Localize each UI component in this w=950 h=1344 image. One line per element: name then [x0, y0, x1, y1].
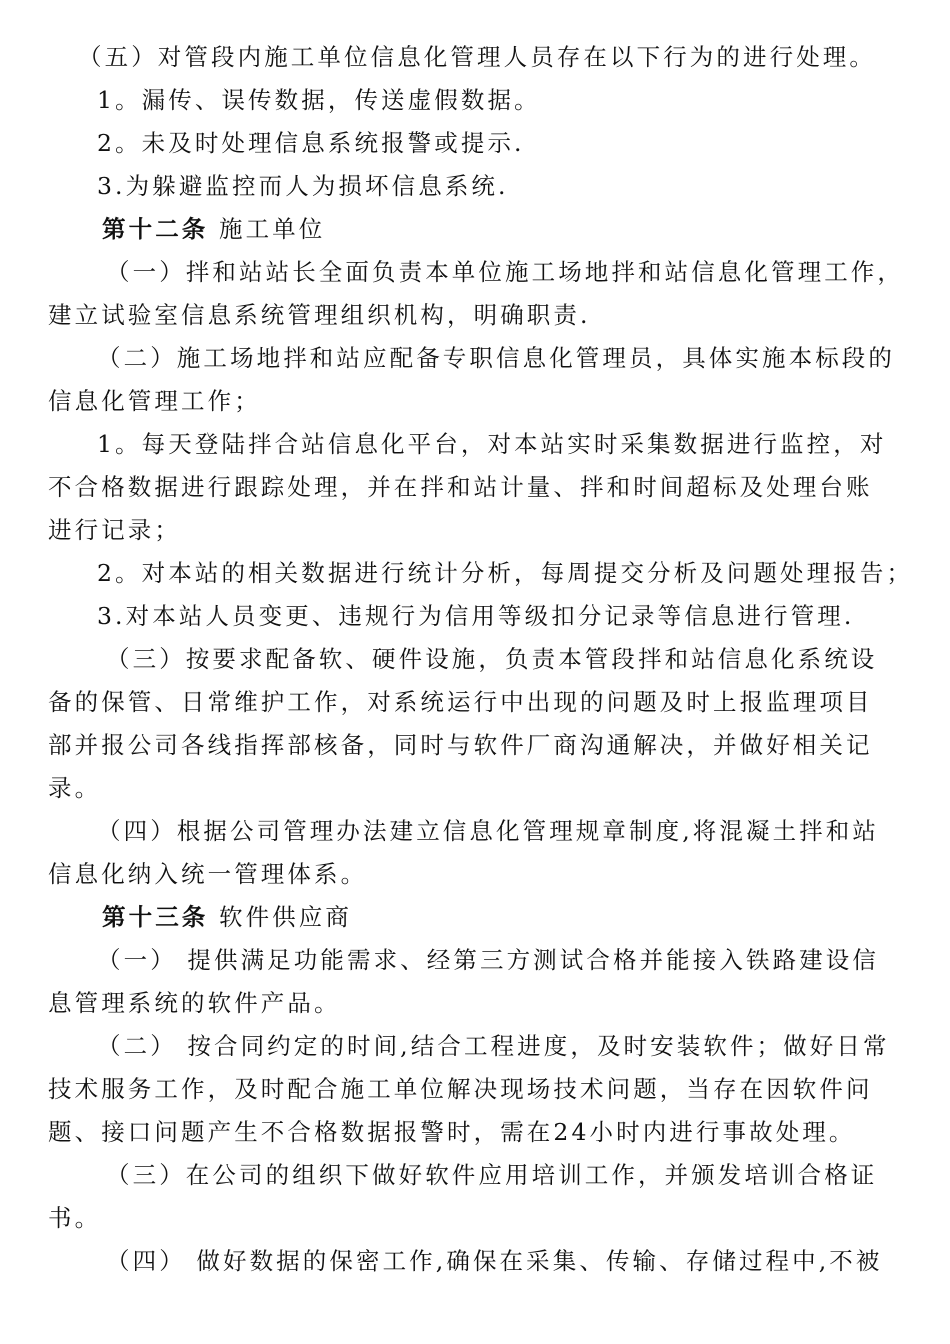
paragraph-13-4 — [48, 1240, 908, 1283]
paragraph-item-3 — [48, 165, 908, 208]
paragraph-12-4 — [48, 810, 908, 896]
article-title: 施工单位 — [218, 215, 326, 243]
text-line: （五）对管段内施工单位信息化管理人员存在以下行为的进行处理。 — [78, 43, 876, 71]
text-line: 2。未及时处理信息系统报警或提示. — [97, 129, 525, 157]
text-line: （四） 做好数据的保密工作,确保在采集、传输、存储过程中,不被 — [106, 1247, 883, 1275]
text-line: 信息化纳入统一管理体系。 — [48, 860, 368, 888]
text-line: 建立试验室信息系统管理组织机构，明确职责. — [48, 301, 591, 329]
text-line: 录。 — [48, 774, 102, 802]
text-line: （三）按要求配备软、硬件设施，负责本管段拌和站信息化系统设 — [106, 645, 878, 673]
paragraph-12-2 — [48, 337, 908, 423]
text-line: 3.为躲避监控而人为损坏信息系统. — [97, 172, 509, 200]
paragraph-12-3 — [48, 638, 908, 810]
paragraph-12-2-item-2 — [48, 552, 914, 595]
text-line: 技术服务工作，及时配合施工单位解决现场技术问题，当存在因软件问 — [48, 1075, 873, 1103]
text-line: 2。对本站的相关数据进行统计分析，每周提交分析及问题处理报告； — [97, 559, 914, 587]
article-title: 软件供应商 — [218, 903, 352, 931]
text-line: （一）拌和站站长全面负责本单位施工场地拌和站信息化管理工作， — [106, 258, 904, 286]
text-line: 不合格数据进行跟踪处理，并在拌和站计量、拌和时间超标及处理台账 — [48, 473, 873, 501]
text-line: 息管理系统的软件产品。 — [48, 989, 341, 1017]
text-line: 备的保管、日常维护工作，对系统运行中出现的问题及时上报监理项目 — [48, 688, 873, 716]
text-line: 信息化管理工作； — [48, 387, 261, 415]
paragraph-five — [48, 36, 908, 79]
text-line: 3.对本站人员变更、违规行为信用等级扣分记录等信息进行管理. — [97, 602, 855, 630]
text-line: （二） 按合同约定的时间,结合工程进度，及时安装软件；做好日常 — [97, 1032, 890, 1060]
text-line: 1。每天登陆拌合站信息化平台，对本站实时采集数据进行监控，对 — [97, 430, 887, 458]
text-line: 部并报公司各线指挥部核备，同时与软件厂商沟通解决，并做好相关记 — [48, 731, 873, 759]
paragraph-item-1 — [48, 79, 908, 122]
text-line: 进行记录； — [48, 516, 181, 544]
text-line: （二）施工场地拌和站应配备专职信息化管理员，具体实施本标段的 — [97, 344, 895, 372]
paragraph-item-2 — [48, 122, 908, 165]
text-line: （一） 提供满足功能需求、经第三方测试合格并能接入铁路建设信 — [97, 946, 879, 974]
article-13-heading — [48, 896, 908, 939]
paragraph-13-2 — [48, 1025, 908, 1154]
paragraph-12-2-item-1 — [48, 423, 908, 552]
article-number: 第十二条 — [102, 215, 209, 243]
article-12-heading — [48, 208, 908, 251]
paragraph-13-3 — [48, 1154, 908, 1240]
article-number: 第十三条 — [102, 903, 209, 931]
text-line: 1。漏传、误传数据，传送虚假数据。 — [97, 86, 541, 114]
document-page — [48, 36, 914, 1283]
text-line: （四）根据公司管理办法建立信息化管理规章制度,将混凝土拌和站 — [97, 817, 879, 845]
paragraph-13-1 — [48, 939, 908, 1025]
text-line: （三）在公司的组织下做好软件应用培训工作，并颁发培训合格证 — [106, 1161, 878, 1189]
paragraph-12-2-item-3 — [48, 595, 908, 638]
text-line: 题、接口问题产生不合格数据报警时，需在24小时内进行事故处理。 — [48, 1118, 856, 1146]
paragraph-12-1 — [48, 251, 908, 337]
text-line: 书。 — [48, 1204, 102, 1232]
